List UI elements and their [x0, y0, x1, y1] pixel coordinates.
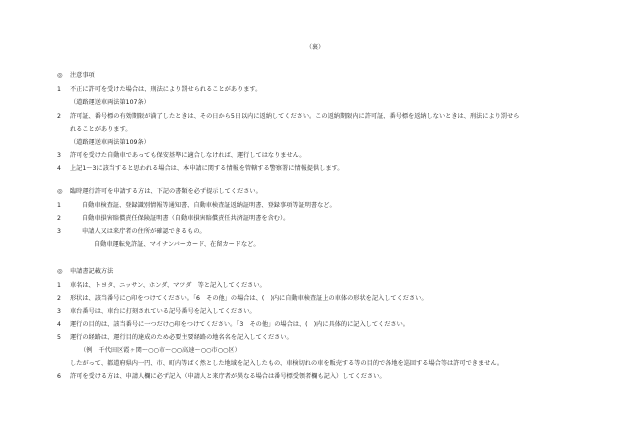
item-text: （例 千代田区霞ヶ関～○○市～○○高速～○○市○○区）: [80, 347, 241, 354]
item-number: 2: [57, 295, 61, 302]
section-title: 臨時運行許可を申請する方は、下記の書類を必ず提示してください。: [70, 188, 262, 195]
item-text: 自動車検査証、登録識別情報等通知書、自動車検査証返納証明書、登録事項等証明書など。: [82, 202, 336, 209]
item-number: 3: [57, 152, 61, 159]
item-number: 1: [57, 282, 61, 289]
item-number: 4: [57, 321, 61, 328]
item-text: れることがあります。: [70, 126, 132, 133]
item-text: 運行の目的は、該当番号に一つだけ○印をつけてください。「3 その他」の場合は、( )内に具体的に記入してください。: [70, 321, 409, 328]
item-number: 3: [57, 228, 61, 235]
item-number: 2: [57, 113, 61, 120]
item-number: 2: [57, 215, 61, 222]
item-number: 1: [57, 202, 61, 209]
item-text: 不正に許可を受けた場合は、刑法により罰せられることがあります。: [70, 86, 262, 93]
section-title: 注意事項: [70, 72, 95, 79]
item-text: 車台番号は、車台に打刻されている記号番号を記入してください。: [70, 308, 256, 315]
item-number: 1: [57, 86, 61, 93]
item-number: 4: [57, 165, 61, 172]
item-text: 許可を受けた自動車であっても保安基準に適合しなければ、運行してはなりません。: [70, 152, 306, 159]
item-text: 自動車損害賠償責任保険証明書（自動車損害賠償責任共済証明書を含む）。: [82, 215, 290, 222]
item-text: （道路運送車両法第109条）: [70, 139, 150, 146]
item-text: 車名は、トヨタ、ニッサン、ホンダ、マツダ 等と記入してください。: [70, 282, 266, 289]
item-text: 形状は、該当番号に○印をつけてください。「6 その他」の場合は、( )内に自動車検査証上の車体の形状を記入してください。: [70, 295, 428, 302]
item-text: したがって、都道府県内一円、市、町内等ばく然とした地域を記入したもの、車検切れの車を販売する等の目的で各地を巡回する場合等は許可できません。: [70, 360, 504, 367]
section-mark: ◎: [57, 188, 63, 195]
item-number: 3: [57, 308, 61, 315]
item-text: 許可証、番号標の有効期限が満了したときは、その日から5日以内に返納してください。この返納期限内に許可証、番号標を返納しないときは、刑法により罰せら: [70, 113, 520, 120]
item-text: （道路運送車両法第107条）: [70, 99, 150, 106]
section-mark: ◎: [57, 72, 63, 79]
item-text: 許可を受ける方は、申請人欄に必ず記入（申請人と来庁者が異なる場合は番号標受領者欄も記入）してください。: [70, 373, 386, 380]
item-text: 自動車運転免許証、マイナンバーカード、在留カードなど。: [94, 241, 260, 248]
item-number: 6: [57, 373, 61, 380]
item-number: 5: [57, 334, 61, 341]
item-text: 上記1～3に該当すると思われる場合は、本申請に関する情報を管轄する警察署に情報提供します。: [70, 165, 344, 172]
item-text: 運行の経路は、運行目的達成のため必要主要経路の地名名を記入してください。: [70, 334, 293, 341]
page-side-label: （裏）: [305, 44, 325, 51]
section-title: 申請書記載方法: [70, 268, 114, 275]
section-mark: ◎: [57, 268, 63, 275]
item-text: 申請人又は来庁者の住所が確認できるもの。: [82, 228, 206, 235]
